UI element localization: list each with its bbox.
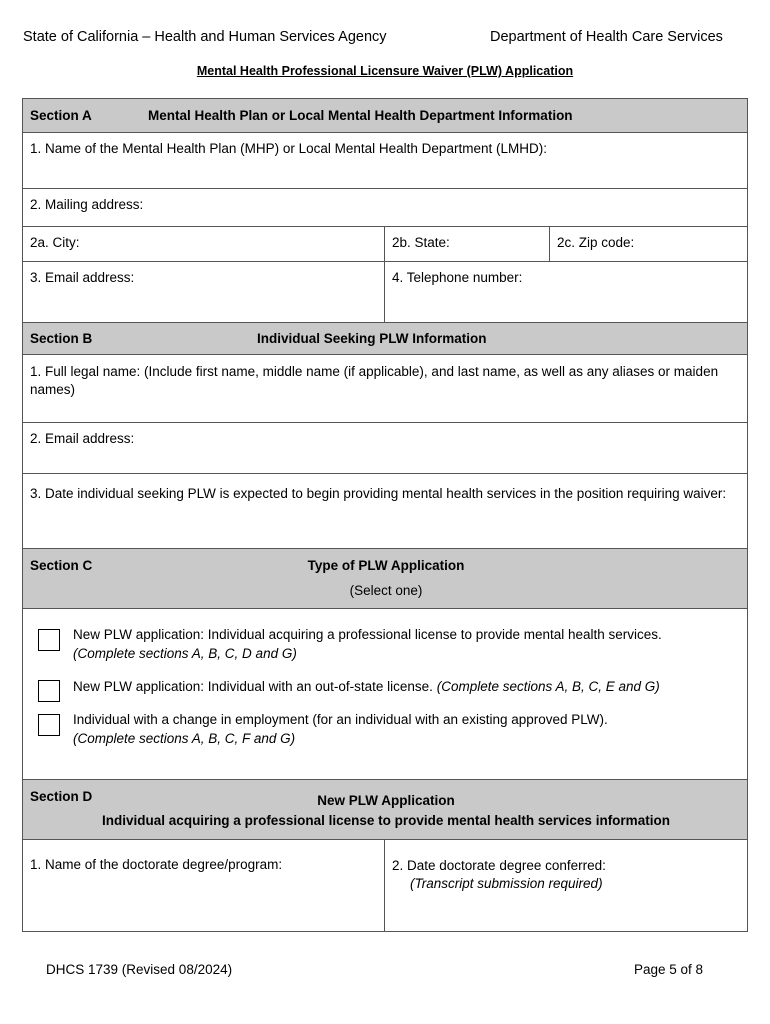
city-state-zip-row [23, 227, 747, 262]
doctorate-program-field[interactable] [23, 840, 385, 931]
zip-code-label: 2c. Zip code: [557, 235, 635, 250]
degree-date-field[interactable] [385, 840, 747, 931]
state-label: 2b. State: [392, 235, 450, 250]
option-new-acquiring-license [23, 625, 747, 663]
application-form [22, 98, 748, 932]
option-new-out-of-state [23, 675, 747, 696]
section-a-title: Mental Health Plan or Local Mental Health Department Information [148, 108, 573, 123]
section-d-label: Section D [30, 789, 93, 804]
page-number: Page 5 of 8 [634, 962, 704, 977]
full-legal-name-label: 1. Full legal name: (Include first name, middle name (if applicable), and last name, as well as any aliases or maiden names) [30, 364, 719, 397]
section-c-subtitle: (Select one) [349, 583, 423, 598]
department-name: Department of Health Care Services [490, 29, 723, 45]
checkbox-change-employment[interactable] [38, 714, 60, 736]
section-a-label: Section A [30, 108, 92, 123]
telephone-field[interactable] [385, 262, 747, 322]
option-2-text: New PLW application: Individual with an out-of-state license. [73, 679, 433, 694]
section-d-subtitle: Individual acquiring a professional license to provide mental health services information [102, 813, 670, 828]
mhp-name-field[interactable] [23, 133, 747, 189]
option-2-note: (Complete sections A, B, C, E and G) [436, 679, 660, 694]
degree-date-label: 2. Date doctorate degree conferred: [392, 858, 606, 873]
section-c-title: Type of PLW Application [307, 558, 465, 573]
section-d-header [23, 780, 747, 840]
mailing-address-label: 2. Mailing address: [30, 197, 144, 212]
full-legal-name-field[interactable] [23, 355, 747, 423]
doctorate-program-label: 1. Name of the doctorate degree/program: [30, 857, 283, 872]
start-date-label: 3. Date individual seeking PLW is expected to begin providing mental health services in the position requiring waiver: [30, 486, 727, 501]
option-1-note: (Complete sections A, B, C, D and G) [73, 646, 297, 661]
section-d-title: New PLW Application [317, 793, 455, 808]
option-3-text: Individual with a change in employment (for an individual with an existing approved PLW). [73, 712, 608, 727]
individual-email-label: 2. Email address: [30, 431, 135, 446]
checkbox-new-out-of-state[interactable] [38, 680, 60, 702]
option-change-employment [23, 710, 747, 748]
section-c-header [23, 549, 747, 609]
mhp-email-label: 3. Email address: [30, 270, 135, 285]
state-field[interactable] [385, 227, 550, 261]
checkbox-new-acquiring-license[interactable] [38, 629, 60, 651]
form-number: DHCS 1739 (Revised 08/2024) [46, 962, 233, 977]
city-field[interactable] [23, 227, 385, 261]
zip-code-field[interactable] [550, 227, 747, 261]
mhp-name-label: 1. Name of the Mental Health Plan (MHP) or Local Mental Health Department (LMHD): [30, 141, 547, 156]
start-date-field[interactable] [23, 474, 747, 549]
section-a-header [23, 99, 747, 133]
option-3-note: (Complete sections A, B, C, F and G) [73, 731, 296, 746]
doctorate-row [23, 840, 747, 931]
email-phone-row [23, 262, 747, 323]
application-type-options [23, 609, 747, 780]
option-1-text: New PLW application: Individual acquiring a professional license to provide mental health services. [73, 627, 662, 642]
section-b-label: Section B [30, 331, 93, 346]
degree-date-note: (Transcript submission required) [410, 876, 603, 891]
mailing-address-field[interactable] [23, 189, 747, 227]
form-title: Mental Health Professional Licensure Waiver (PLW) Application [196, 64, 574, 78]
section-b-title: Individual Seeking PLW Information [257, 331, 487, 346]
individual-email-field[interactable] [23, 423, 747, 474]
city-label: 2a. City: [30, 235, 80, 250]
agency-name: State of California – Health and Human Services Agency [23, 29, 387, 45]
section-b-header [23, 323, 747, 355]
telephone-label: 4. Telephone number: [392, 270, 523, 285]
section-c-label: Section C [30, 558, 93, 573]
mhp-email-field[interactable] [23, 262, 385, 322]
